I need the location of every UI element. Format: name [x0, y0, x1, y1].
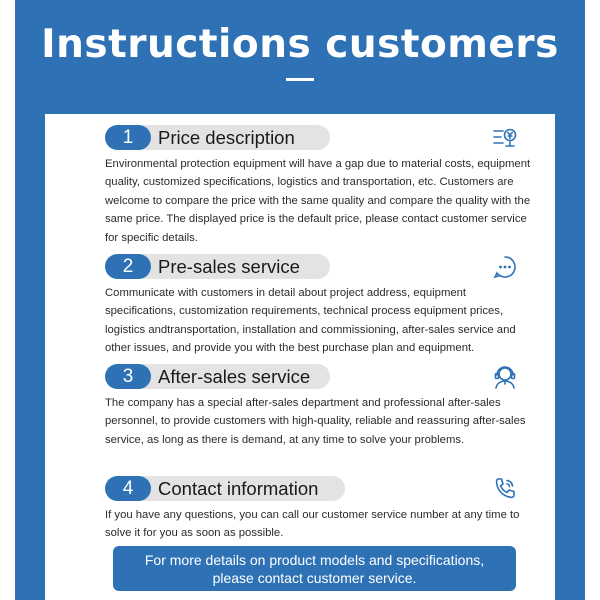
- section-number-badge: 3: [105, 364, 151, 389]
- section-heading: Pre-sales service: [158, 256, 300, 277]
- content-panel: [45, 114, 555, 600]
- contact-service-text: For more details on product models and specifications, please contact customer service.: [144, 551, 485, 586]
- price-list-icon: [492, 125, 518, 151]
- headset-agent-icon: [492, 364, 518, 390]
- section-body: The company has a special after-sales department and professional after-sales personnel, to provide customers with high-quality, reliable and reassuring after-sales service, as long as there is demand, at any time to solve your problems.: [105, 397, 526, 446]
- section-header-pill: [105, 254, 330, 279]
- chat-bubble-icon: [492, 254, 518, 280]
- section-header-pill: [105, 125, 330, 150]
- section-header-pill: [105, 364, 330, 389]
- banner-frame: [15, 0, 585, 600]
- section-heading: Price description: [158, 127, 295, 148]
- section-number-badge: 1: [105, 125, 151, 150]
- contact-service-banner: [113, 546, 516, 591]
- title-underline: [286, 78, 314, 81]
- section-heading: Contact information: [158, 478, 319, 499]
- page-title: Instructions customers: [41, 22, 559, 67]
- section-body: Environmental protection equipment will have a gap due to material costs, equipment quality, customized specifications, logistics and transportation, etc. Customers are welcome to compare the price with the same quality and compare the quality with the same price. The displayed price is the default price, please contact customer service for specific details.: [105, 158, 531, 244]
- phone-icon: [492, 476, 518, 502]
- section-body: If you have any questions, you can call our customer service number at any time to solve it for you as soon as possible.: [105, 509, 520, 540]
- section-heading: After-sales service: [158, 366, 311, 387]
- section-body: Communicate with customers in detail about project address, equipment specifications, customization requirements, technical process equipment prices, logistics andtransportation, installation and commissioning, after-sales service and other issues, and provide you with the best purchase plan and equipment.: [105, 287, 516, 355]
- section-number-badge: 2: [105, 254, 151, 279]
- section-header-pill: [105, 476, 345, 501]
- section-number-badge: 4: [105, 476, 151, 501]
